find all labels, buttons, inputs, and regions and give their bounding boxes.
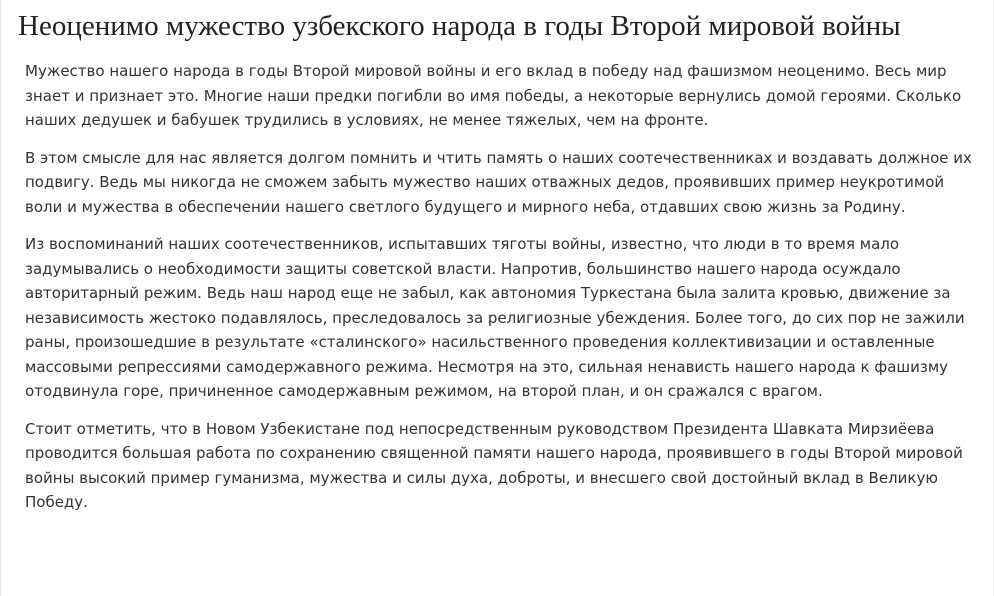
- article-paragraph-2: В этом смысле для нас является долгом помнить и чтить память о наших соотечественниках и воздавать должное их подвигу. Ведь мы никогда не сможем забыть мужество наших отважных дедов, проявивших пример неукротимой воли и мужества в обеспечении нашего светлого будущего и мирного неба, отдавших свою жизнь за Родину.: [25, 148, 972, 216]
- article-paragraph-4: Стоит отметить, что в Новом Узбекистане под непосредственным руководством Президента Шавката Мирзиёева проводится большая работа по сохранению священной памяти нашего народа, проявившего в годы Второй мировой войны высокий пример гуманизма, мужества и силы духа, доброты, и внесшего свой достойный вклад в Великую Победу.: [25, 419, 963, 511]
- article-title: Неоценимо мужество узбекского народа в годы Второй мировой войны: [18, 10, 901, 42]
- article-paragraph-3: Из воспоминаний наших соотечественников, испытавших тяготы войны, известно, что люди в то время мало задумывались о необходимости защиты советской власти. Напротив, большинство нашего народа осуждало авторитарный режим. Ведь наш народ еще не забыл, как автономия Туркестана была залита кровью, движение за независимость жестоко подавлялось, преследовалось за религиозные убеждения. Более того, до сих пор не зажили раны, произошедшие в результате «сталинского» насильственного проведения коллективизации и оставленные массовыми репрессиями самодержавного режима. Несмотря на это, сильная ненависть нашего народа к фашизму отодвинула горе, причиненное самодержавным режимом, на второй план, и он сражался с врагом.: [25, 235, 965, 400]
- article-body: [25, 59, 977, 528]
- article-paragraph-1: Мужество нашего народа в годы Второй мировой войны и его вклад в победу над фашизмом неоценимо. Весь мир знает и признает это. Многие наши предки погибли во имя победы, а некоторые вернулись домой героями. Сколько наших дедушек и бабушек трудились в условиях, не менее тяжелых, чем на фронте.: [25, 62, 962, 129]
